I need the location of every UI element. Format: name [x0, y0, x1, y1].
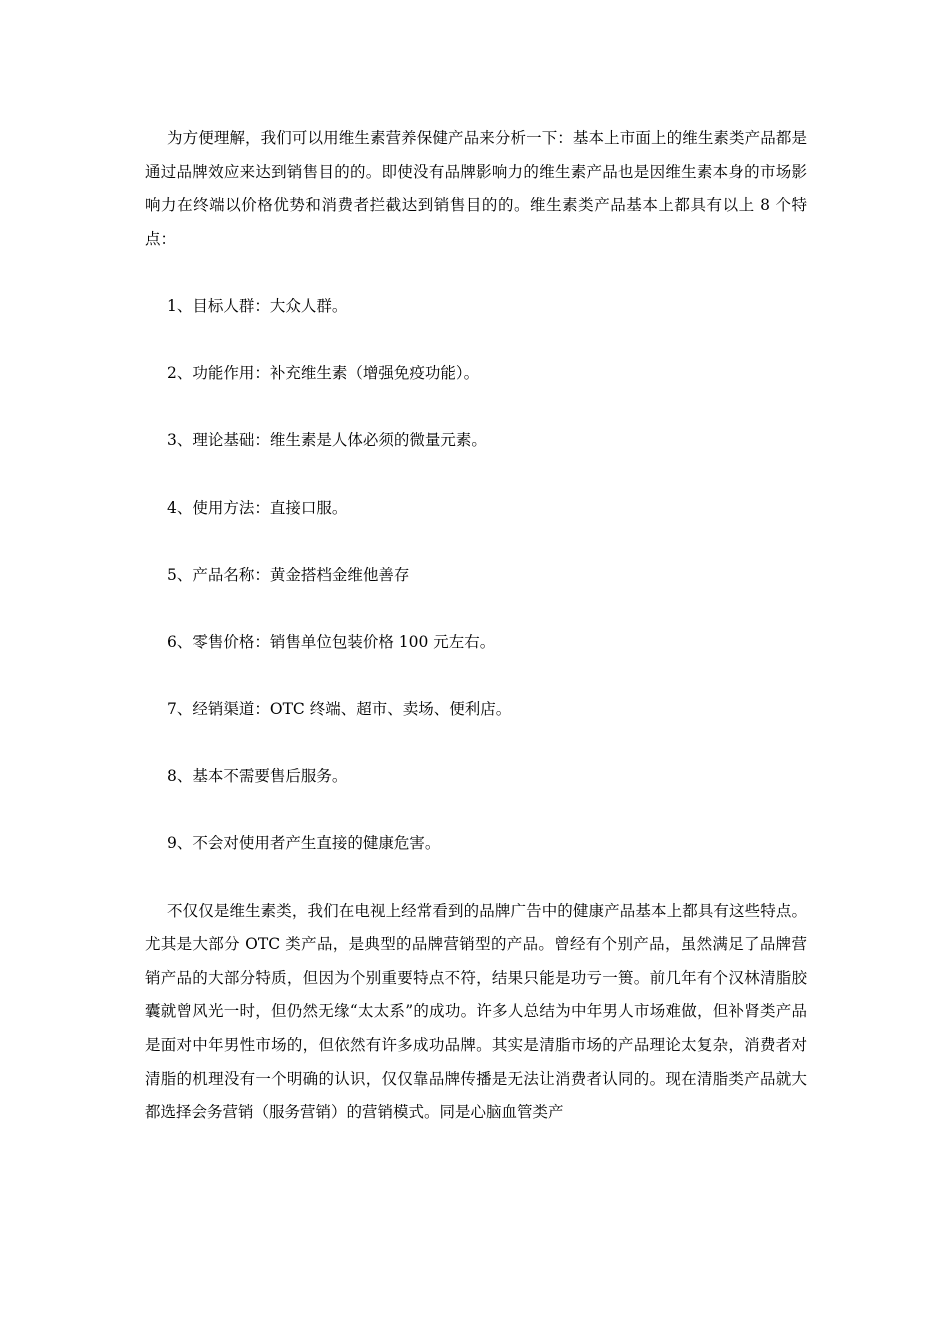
list-item-8: 8、基本不需要售后服务。: [167, 767, 348, 786]
list-item-9: 9、不会对使用者产生直接的健康危害。: [167, 834, 441, 853]
spacer: [145, 391, 807, 425]
spacer: [145, 525, 807, 559]
list-item-1: 1、目标人群：大众人群。: [167, 296, 348, 315]
spacer: [145, 727, 807, 761]
list-item-2: 2、功能作用：补充维生素（增强免疫功能）。: [167, 364, 480, 383]
list-item-6: 6、零售价格：销售单位包装价格 100 元左右。: [167, 632, 496, 651]
spacer: [145, 458, 807, 492]
list-item-5: 5、产品名称：黄金搭档金维他善存: [167, 565, 410, 584]
list-item-7: 7、经销渠道：OTC 终端、超市、卖场、便利店。: [167, 700, 512, 719]
spacer: [145, 660, 807, 694]
list-item-4: 4、使用方法：直接口服。: [167, 498, 348, 517]
conclusion-paragraph: 不仅仅是维生素类，我们在电视上经常看到的品牌广告中的健康产品基本上都具有这些特点。尤其是大部分 OTC 类产品，是典型的品牌营销型的产品。曾经有个别产品，虽然满足了品牌营销产品的大部分特质，但因为个别重要特点不符，结果只能是功亏一篑。前几年有个汉林清脂胶囊就曾风光一时，但仍然无缘“太太系”的成功。许多人总结为中年男人市场难做，但补肾类产品是面对中年男性市场的，但依然有许多成功品牌。其实是清脂市场的产品理论太复杂，消费者对清脂的机理没有一个明确的认识，仅仅靠品牌传播是无法让消费者认同的。现在清脂类产品就大都选择会务营销（服务营销）的营销模式。同是心脑血管类产: [145, 901, 807, 1122]
spacer: [145, 861, 807, 895]
spacer: [145, 256, 807, 290]
spacer: [145, 794, 807, 828]
document-page: [145, 122, 807, 1130]
spacer: [145, 592, 807, 626]
spacer: [145, 324, 807, 358]
list-item-3: 3、理论基础：维生素是人体必须的微量元素。: [167, 431, 487, 450]
intro-paragraph: 为方便理解，我们可以用维生素营养保健产品来分析一下：基本上市面上的维生素类产品都是通过品牌效应来达到销售目的的。即使没有品牌影响力的维生素产品也是因维生素本身的市场影响力在终端以价格优势和消费者拦截达到销售目的的。维生素类产品基本上都具有以上 8 个特点：: [145, 129, 807, 248]
